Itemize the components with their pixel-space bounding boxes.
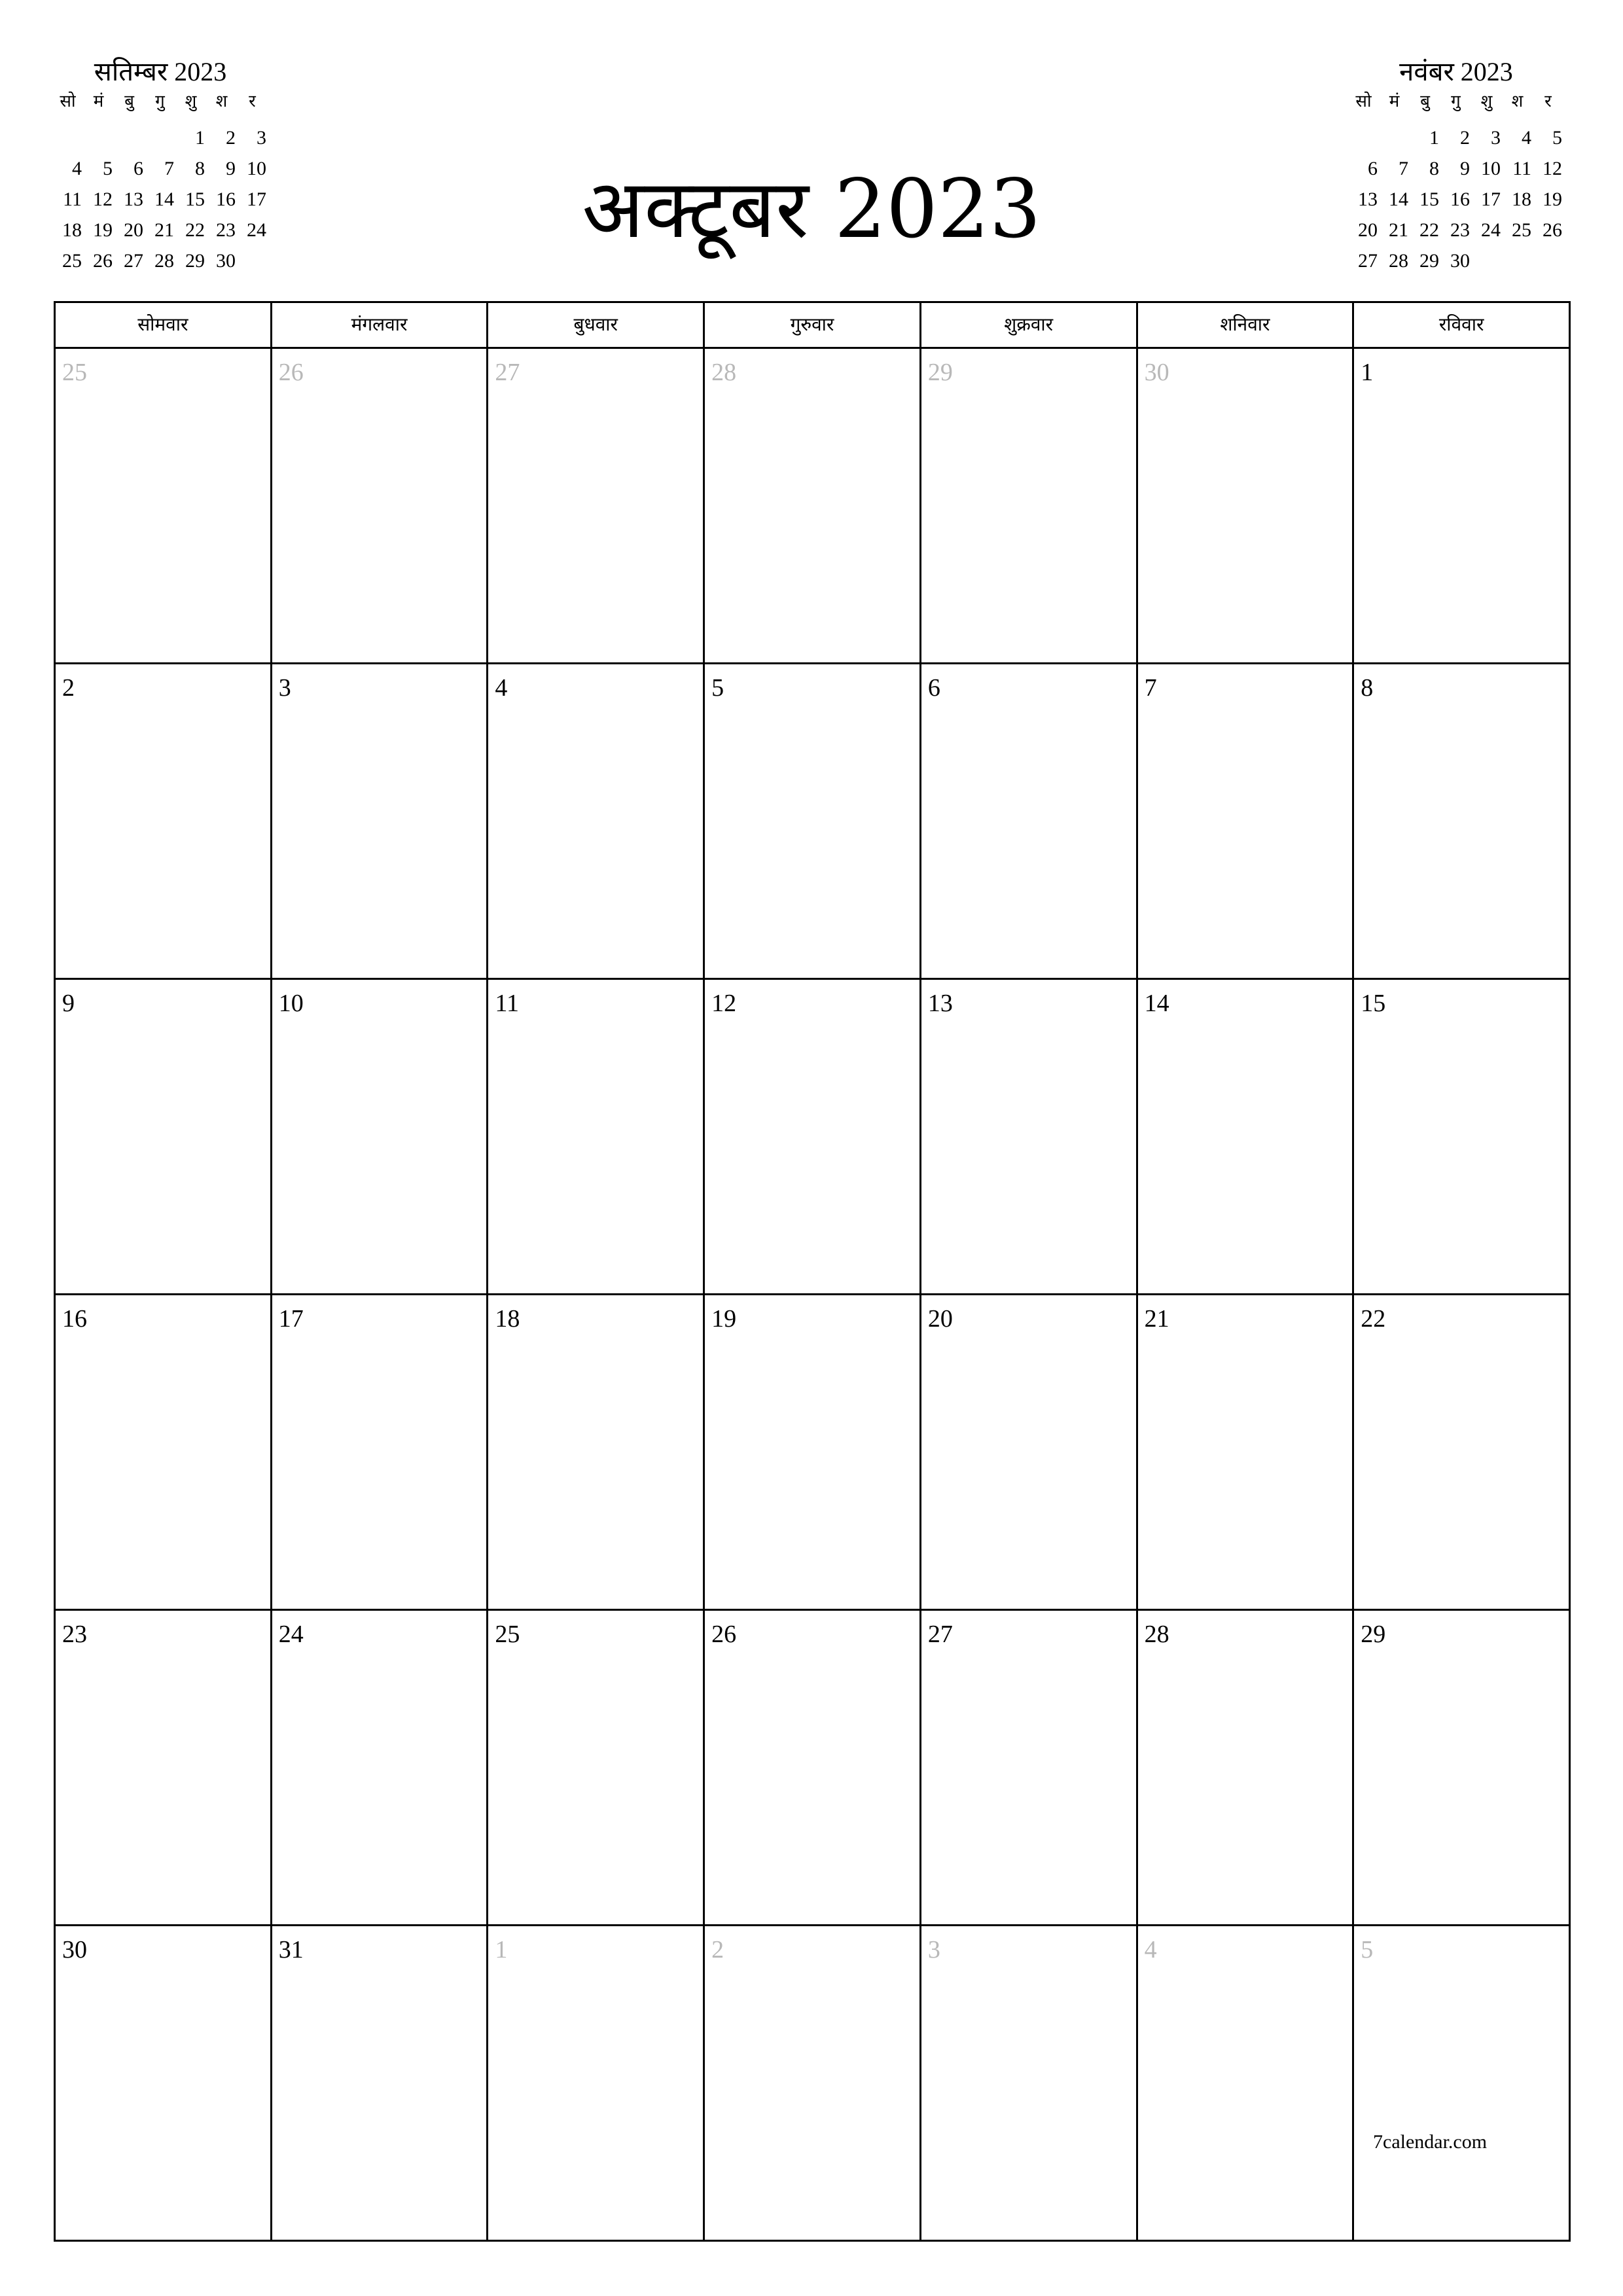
mini-day bbox=[1379, 122, 1410, 153]
mini-calendar-title: नवंबर 2023 bbox=[1399, 57, 1513, 86]
mini-day: 14 bbox=[154, 188, 174, 210]
day-number-adjacent-month: 25 bbox=[62, 359, 87, 386]
day-cell[interactable] bbox=[272, 664, 489, 980]
mini-day: 3 bbox=[1491, 127, 1501, 149]
mini-weekday-label: र bbox=[1544, 92, 1552, 111]
day-cell[interactable] bbox=[56, 1926, 272, 2242]
mini-day: 13 bbox=[124, 188, 143, 210]
mini-calendar-grid bbox=[1348, 92, 1564, 276]
mini-day: 1 bbox=[1429, 127, 1439, 149]
mini-weekday-label: गु bbox=[1451, 92, 1461, 111]
mini-day: 2 bbox=[1460, 127, 1470, 149]
mini-day: 8 bbox=[195, 158, 205, 179]
mini-day: 4 bbox=[1522, 127, 1531, 149]
day-cell[interactable] bbox=[56, 664, 272, 980]
day-number-adjacent-month: 28 bbox=[711, 359, 737, 386]
day-number: 26 bbox=[711, 1621, 737, 1648]
day-number: 8 bbox=[1361, 674, 1374, 702]
mini-day: 22 bbox=[1419, 219, 1439, 241]
mini-day: 5 bbox=[103, 158, 113, 179]
mini-day: 6 bbox=[134, 158, 143, 179]
day-number-adjacent-month: 1 bbox=[495, 1936, 508, 1964]
mini-day: 24 bbox=[247, 219, 266, 241]
mini-day: 18 bbox=[62, 219, 82, 241]
day-number: 29 bbox=[1361, 1621, 1386, 1648]
mini-day: 25 bbox=[1512, 219, 1531, 241]
day-number-adjacent-month: 30 bbox=[1144, 359, 1169, 386]
day-number: 24 bbox=[278, 1621, 304, 1648]
mini-day: 7 bbox=[164, 158, 174, 179]
mini-day: 28 bbox=[1389, 250, 1408, 272]
mini-day: 27 bbox=[1358, 250, 1378, 272]
mini-day: 19 bbox=[1543, 188, 1562, 210]
day-number: 12 bbox=[711, 990, 737, 1017]
day-number: 23 bbox=[62, 1621, 87, 1648]
day-cell[interactable] bbox=[488, 980, 705, 1295]
day-cell[interactable] bbox=[56, 980, 272, 1295]
mini-day: 5 bbox=[1552, 127, 1562, 149]
day-number-adjacent-month: 2 bbox=[711, 1936, 724, 1964]
mini-day: 23 bbox=[216, 219, 236, 241]
mini-weekday-label: सो bbox=[1355, 92, 1372, 111]
day-number: 20 bbox=[927, 1305, 953, 1333]
mini-day: 17 bbox=[247, 188, 266, 210]
day-number-adjacent-month: 3 bbox=[927, 1936, 940, 1964]
mini-weekday-label: बु bbox=[1420, 92, 1430, 111]
mini-day: 11 bbox=[1512, 158, 1531, 179]
mini-day: 10 bbox=[247, 158, 266, 179]
day-number: 11 bbox=[495, 990, 520, 1017]
mini-day: 24 bbox=[1481, 219, 1501, 241]
mini-day: 2 bbox=[226, 127, 236, 149]
day-number: 2 bbox=[62, 674, 75, 702]
mini-day: 14 bbox=[1389, 188, 1408, 210]
mini-day bbox=[145, 122, 175, 153]
mini-day: 25 bbox=[62, 250, 82, 272]
day-number: 15 bbox=[1361, 990, 1386, 1017]
day-number: 27 bbox=[927, 1621, 953, 1648]
day-cell[interactable] bbox=[705, 1926, 921, 2242]
mini-day bbox=[1471, 245, 1502, 276]
mini-day bbox=[114, 122, 145, 153]
mini-day: 15 bbox=[185, 188, 205, 210]
mini-day: 11 bbox=[63, 188, 82, 210]
mini-weekday-label: श bbox=[215, 92, 228, 111]
mini-day: 20 bbox=[1358, 219, 1378, 241]
day-cell[interactable] bbox=[1354, 1611, 1571, 1926]
mini-day: 6 bbox=[1368, 158, 1378, 179]
mini-day: 9 bbox=[226, 158, 236, 179]
day-cell[interactable] bbox=[272, 349, 489, 664]
day-number-adjacent-month: 4 bbox=[1144, 1936, 1157, 1964]
day-cell[interactable] bbox=[1138, 1611, 1355, 1926]
mini-day: 8 bbox=[1429, 158, 1439, 179]
mini-weekday-label: श bbox=[1511, 92, 1524, 111]
day-cell[interactable] bbox=[1354, 1295, 1571, 1611]
mini-day: 30 bbox=[216, 250, 236, 272]
mini-day: 12 bbox=[1543, 158, 1562, 179]
day-cell[interactable] bbox=[1354, 349, 1571, 664]
day-cell[interactable] bbox=[1138, 664, 1355, 980]
day-number: 16 bbox=[62, 1305, 87, 1333]
mini-day bbox=[83, 122, 114, 153]
mini-day: 4 bbox=[72, 158, 82, 179]
day-cell[interactable] bbox=[705, 1295, 921, 1611]
mini-day: 29 bbox=[185, 250, 205, 272]
weekday-header: सोमवार bbox=[56, 303, 272, 349]
weekday-header: शनिवार bbox=[1138, 303, 1355, 349]
day-cell[interactable] bbox=[272, 1926, 489, 2242]
day-cell[interactable] bbox=[921, 980, 1138, 1295]
mini-day: 16 bbox=[1450, 188, 1470, 210]
day-number: 25 bbox=[495, 1621, 520, 1648]
mini-day: 16 bbox=[216, 188, 236, 210]
day-number-adjacent-month: 26 bbox=[278, 359, 304, 386]
day-cell[interactable] bbox=[56, 1611, 272, 1926]
day-cell[interactable] bbox=[1138, 1926, 1355, 2242]
mini-day: 19 bbox=[93, 219, 113, 241]
mini-weekday-label: सो bbox=[60, 92, 76, 111]
mini-day: 18 bbox=[1512, 188, 1531, 210]
day-cell[interactable] bbox=[705, 980, 921, 1295]
mini-weekday-label: गु bbox=[155, 92, 165, 111]
mini-day bbox=[1533, 245, 1563, 276]
mini-weekday-label: मं bbox=[1389, 92, 1400, 111]
day-cell[interactable] bbox=[1354, 664, 1571, 980]
footer-url: 7calendar.com bbox=[1373, 2131, 1488, 2153]
month-grid bbox=[54, 301, 1571, 2242]
day-cell[interactable] bbox=[705, 1611, 921, 1926]
day-cell[interactable] bbox=[921, 1926, 1138, 2242]
day-number: 22 bbox=[1361, 1305, 1386, 1333]
day-cell[interactable] bbox=[1138, 349, 1355, 664]
mini-weekday-label: बु bbox=[124, 92, 134, 111]
day-number: 1 bbox=[1361, 359, 1374, 386]
day-cell[interactable] bbox=[56, 349, 272, 664]
day-cell[interactable] bbox=[921, 1295, 1138, 1611]
day-cell[interactable] bbox=[1138, 980, 1355, 1295]
day-cell[interactable] bbox=[488, 664, 705, 980]
day-number: 19 bbox=[711, 1305, 737, 1333]
mini-day: 3 bbox=[257, 127, 266, 149]
day-number: 3 bbox=[278, 674, 291, 702]
day-number: 31 bbox=[278, 1936, 304, 1964]
day-number: 10 bbox=[278, 990, 304, 1017]
day-number: 5 bbox=[711, 674, 724, 702]
mini-weekday-label: र bbox=[249, 92, 256, 111]
day-number: 28 bbox=[1144, 1621, 1169, 1648]
mini-day: 30 bbox=[1450, 250, 1470, 272]
weekday-header: रविवार bbox=[1354, 303, 1571, 349]
mini-day: 22 bbox=[185, 219, 205, 241]
mini-day: 15 bbox=[1419, 188, 1439, 210]
weekday-header-row bbox=[56, 303, 1571, 349]
mini-weekday-label: शु bbox=[1480, 92, 1493, 111]
weekday-header: शुक्रवार bbox=[921, 303, 1138, 349]
mini-day: 9 bbox=[1460, 158, 1470, 179]
mini-day: 21 bbox=[1389, 219, 1408, 241]
page-title: अक्टूबर 2023 bbox=[582, 162, 1041, 257]
day-number: 18 bbox=[495, 1305, 520, 1333]
mini-weekday-label: शु bbox=[185, 92, 197, 111]
day-number: 6 bbox=[927, 674, 940, 702]
day-number: 9 bbox=[62, 990, 75, 1017]
mini-day: 13 bbox=[1358, 188, 1378, 210]
weekday-header: बुधवार bbox=[488, 303, 705, 349]
day-cell[interactable] bbox=[705, 349, 921, 664]
day-cell[interactable] bbox=[921, 349, 1138, 664]
day-number: 17 bbox=[278, 1305, 304, 1333]
mini-day: 21 bbox=[154, 219, 174, 241]
day-cell[interactable] bbox=[272, 1295, 489, 1611]
mini-day bbox=[1502, 245, 1533, 276]
day-number: 7 bbox=[1144, 674, 1157, 702]
day-cells bbox=[56, 349, 1571, 2242]
mini-day: 26 bbox=[93, 250, 113, 272]
weekday-header: गुरुवार bbox=[705, 303, 921, 349]
mini-day: 10 bbox=[1481, 158, 1501, 179]
day-cell[interactable] bbox=[272, 980, 489, 1295]
mini-day: 12 bbox=[93, 188, 113, 210]
day-cell[interactable] bbox=[1138, 1295, 1355, 1611]
mini-day bbox=[52, 122, 83, 153]
mini-day: 20 bbox=[124, 219, 143, 241]
day-number-adjacent-month: 5 bbox=[1361, 1936, 1374, 1964]
day-cell[interactable] bbox=[921, 1611, 1138, 1926]
day-cell[interactable] bbox=[488, 1611, 705, 1926]
day-cell[interactable] bbox=[488, 1295, 705, 1611]
mini-day: 28 bbox=[154, 250, 174, 272]
mini-day: 17 bbox=[1481, 188, 1501, 210]
day-number-adjacent-month: 27 bbox=[495, 359, 520, 386]
weekday-header: मंगलवार bbox=[272, 303, 489, 349]
mini-day: 7 bbox=[1399, 158, 1408, 179]
mini-day bbox=[1348, 122, 1379, 153]
mini-calendar-next-month bbox=[1348, 52, 1564, 276]
day-cell[interactable] bbox=[921, 664, 1138, 980]
mini-day: 1 bbox=[195, 127, 205, 149]
mini-day: 26 bbox=[1543, 219, 1562, 241]
day-number-adjacent-month: 29 bbox=[927, 359, 953, 386]
mini-day: 27 bbox=[124, 250, 143, 272]
mini-calendar-title: सतिम्बर 2023 bbox=[94, 57, 227, 86]
day-cell[interactable] bbox=[488, 1926, 705, 2242]
day-number: 14 bbox=[1144, 990, 1169, 1017]
day-number: 30 bbox=[62, 1936, 87, 1964]
mini-weekday-label: मं bbox=[93, 92, 104, 111]
day-cell[interactable] bbox=[272, 1611, 489, 1926]
mini-day: 29 bbox=[1419, 250, 1439, 272]
day-cell[interactable] bbox=[1354, 1926, 1571, 2242]
day-number: 21 bbox=[1144, 1305, 1169, 1333]
mini-day: 23 bbox=[1450, 219, 1470, 241]
day-cell[interactable] bbox=[1354, 980, 1571, 1295]
day-cell[interactable] bbox=[56, 1295, 272, 1611]
day-cell[interactable] bbox=[488, 349, 705, 664]
day-number: 13 bbox=[927, 990, 953, 1017]
day-cell[interactable] bbox=[705, 664, 921, 980]
day-number: 4 bbox=[495, 674, 508, 702]
